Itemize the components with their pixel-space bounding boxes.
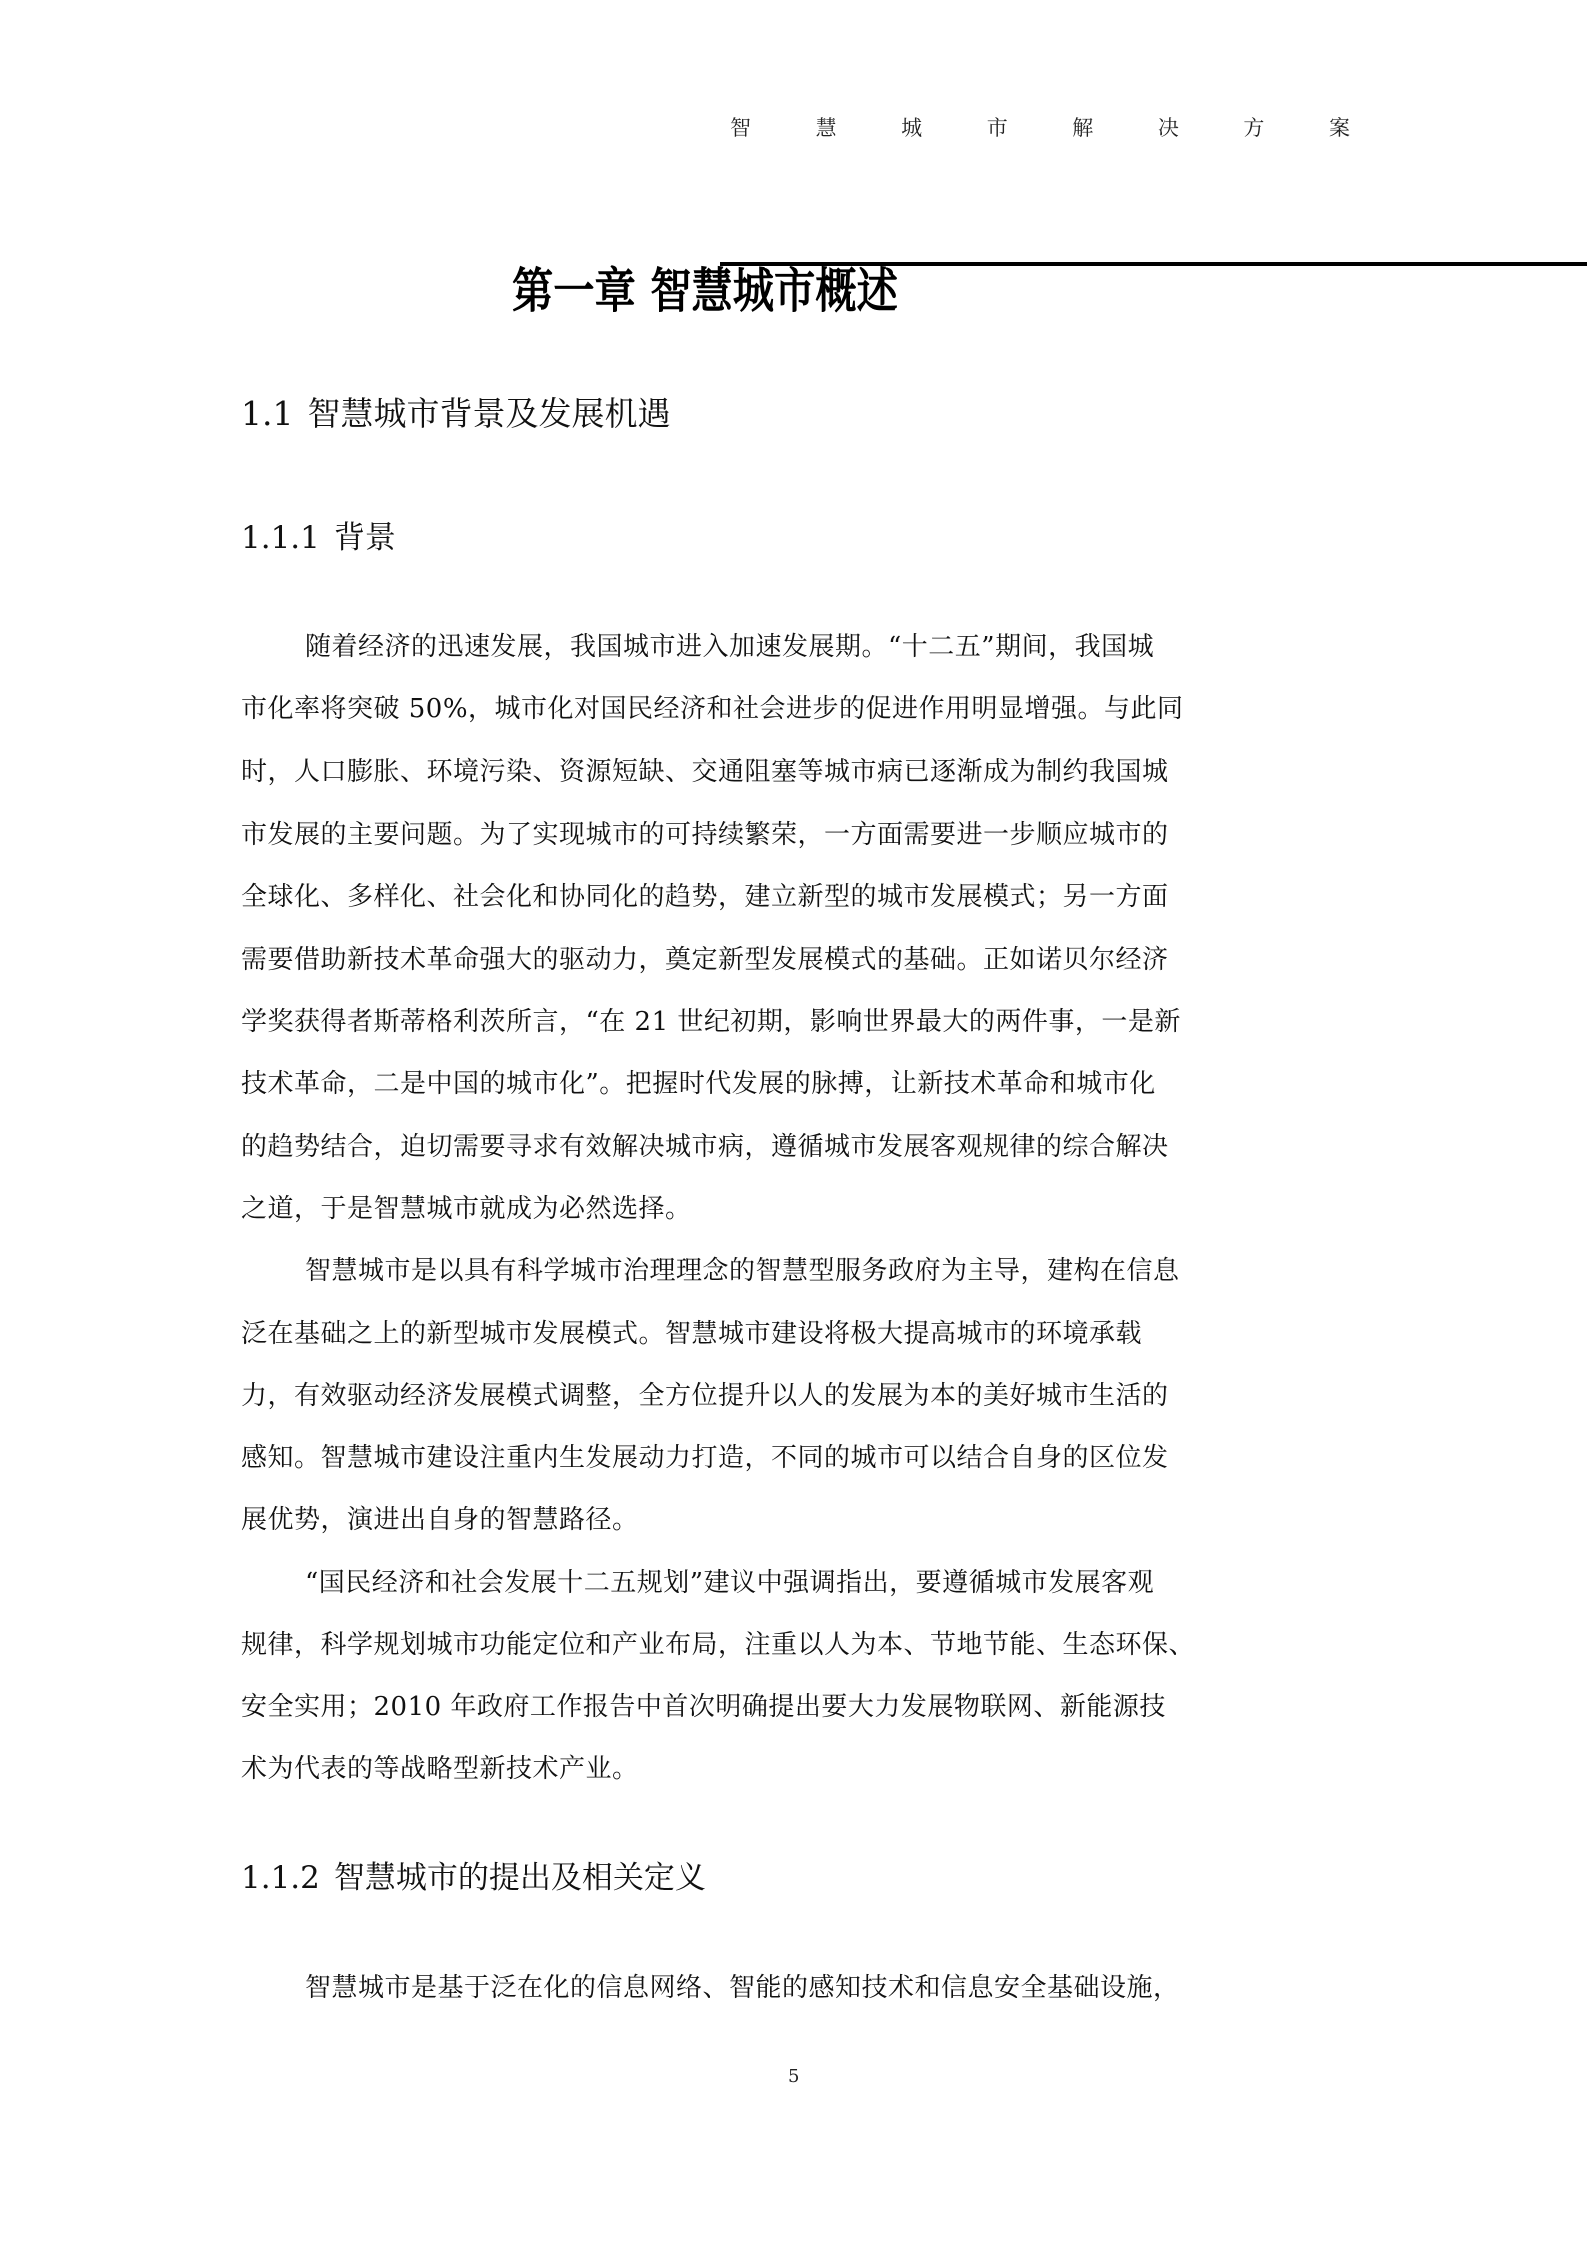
paragraph-line: “国民经济和社会发展十二五规划”建议中强调指出，要遵循城市发展客观 (305, 1568, 1155, 1598)
paragraph-line: 学奖获得者斯蒂格利茨所言，“在 21 世纪初期，影响世界最大的两件事，一是新 (241, 1007, 1181, 1037)
section-title: 智慧城市的提出及相关定义 (333, 1860, 706, 1896)
header-char: 决 (1157, 116, 1179, 140)
paragraph-line: 智慧城市是基于泛在化的信息网络、智能的感知技术和信息安全基础设施， (305, 1973, 1180, 2003)
paragraph-line: 展优势，演进出自身的智慧路径。 (241, 1505, 639, 1535)
header-char: 城 (901, 116, 923, 140)
header-char: 解 (1072, 116, 1094, 140)
paragraph-line: 市发展的主要问题。为了实现城市的可持续繁荣，一方面需要进一步顺应城市的 (241, 820, 1169, 850)
paragraph-line: 时，人口膨胀、环境污染、资源短缺、交通阻塞等城市病已逐渐成为制约我国城 (241, 757, 1169, 787)
paragraph-line: 感知。智慧城市建设注重内生发展动力打造，不同的城市可以结合自身的区位发 (241, 1443, 1169, 1473)
paragraph-line: 全球化、多样化、社会化和协同化的趋势，建立新型的城市发展模式；另一方面 (241, 882, 1169, 912)
section-number: 1.1 (241, 394, 294, 433)
paragraph-line: 技术革命，二是中国的城市化”。把握时代发展的脉搏，让新技术革命和城市化 (241, 1069, 1156, 1099)
section-heading-1-1-1 (241, 512, 396, 557)
section-heading-1-1-2 (241, 1852, 706, 1897)
paragraph-line: 规律，科学规划城市功能定位和产业布局，注重以人为本、节地节能、生态环保、 (241, 1630, 1196, 1660)
paragraph-line: 需要借助新技术革命强大的驱动力，奠定新型发展模式的基础。正如诺贝尔经济 (241, 945, 1169, 975)
paragraph-line: 术为代表的等战略型新技术产业。 (241, 1754, 639, 1784)
paragraph-line: 智慧城市是以具有科学城市治理理念的智慧型服务政府为主导，建构在信息 (305, 1256, 1180, 1286)
paragraph-line: 力，有效驱动经济发展模式调整，全方位提升以人的发展为本的美好城市生活的 (241, 1381, 1169, 1411)
section-number: 1.1.2 (241, 1860, 320, 1896)
section-title: 背景 (333, 520, 396, 556)
running-header (730, 112, 1350, 152)
paragraph-line: 之道，于是智慧城市就成为必然选择。 (241, 1194, 692, 1224)
chapter-title: 第一章 智慧城市概述 (512, 263, 898, 319)
header-char: 智 (730, 116, 751, 140)
paragraph-line: 泛在基础之上的新型城市发展模式。智慧城市建设将极大提高城市的环境承载 (241, 1319, 1143, 1349)
paragraph-line: 市化率将突破 50%，城市化对国民经济和社会进步的促进作用明显增强。与此同 (241, 694, 1184, 724)
section-number: 1.1.1 (241, 520, 320, 556)
paragraph-line: 随着经济的迅速发展，我国城市进入加速发展期。“十二五”期间，我国城 (305, 632, 1155, 662)
page-number: 5 (788, 2066, 800, 2087)
section-title: 智慧城市背景及发展机遇 (307, 394, 671, 433)
header-char: 慧 (815, 116, 837, 140)
paragraph-line: 的趋势结合，迫切需要寻求有效解决城市病，遵循城市发展客观规律的综合解决 (241, 1132, 1169, 1162)
header-char: 方 (1243, 116, 1265, 140)
section-heading-1-1 (241, 388, 670, 435)
paragraph-line: 安全实用；2010 年政府工作报告中首次明确提出要大力发展物联网、新能源技 (241, 1692, 1166, 1722)
header-char: 案 (1328, 116, 1350, 140)
header-char: 市 (986, 116, 1008, 140)
